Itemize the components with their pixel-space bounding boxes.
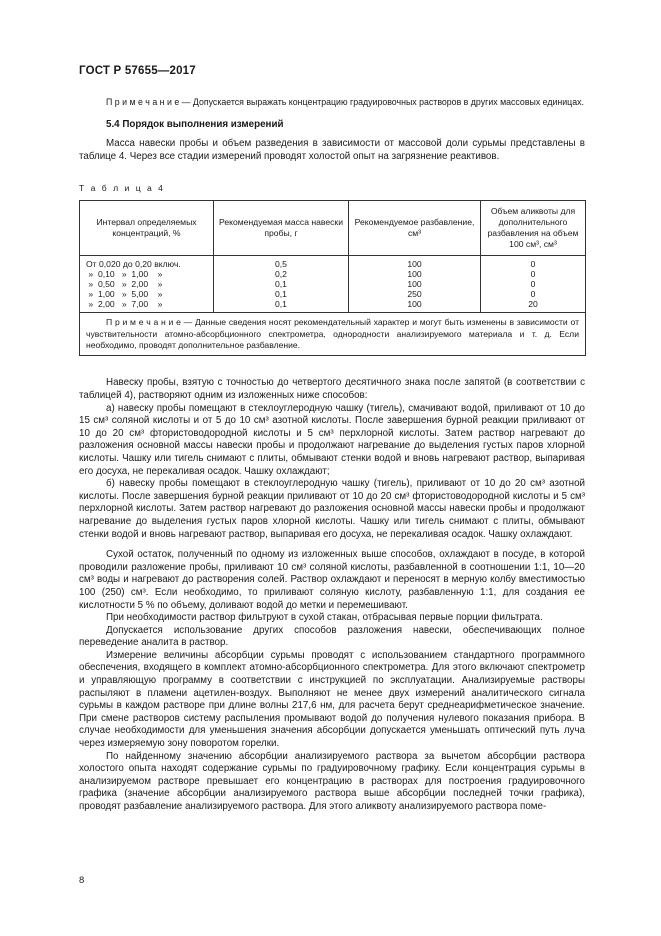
table-row	[80, 269, 586, 279]
cell-interval: » 0,10 » 1,00 »	[80, 269, 214, 279]
table-row	[80, 299, 586, 313]
page-content	[79, 92, 585, 814]
cell-aliquot: 20	[481, 299, 586, 313]
cell-interval: От 0,020 до 0,20 включ.	[80, 256, 214, 270]
table-row	[80, 289, 586, 299]
cell-dilution: 100	[349, 269, 481, 279]
cell-aliquot: 0	[481, 279, 586, 289]
body-text	[79, 377, 585, 813]
cell-mass: 0,1	[214, 279, 349, 289]
table-caption: Т а б л и ц а 4	[79, 183, 165, 194]
cell-interval: » 2,00 » 7,00 »	[80, 299, 214, 313]
header-concentration-interval: Интервал определяемых концентраций, %	[80, 201, 214, 256]
header-dilution: Рекомендуемое разбавление, см³	[349, 201, 481, 256]
note-text: — Допускается выражать концентрацию градуировочных растворов в других массовых единицах.	[179, 97, 584, 107]
paragraph-measurement: Измерение величины абсорбции сурьмы проводят с использованием стандартного программного обеспечения, входящего в комплект атомно-абсорбционного спектрометра. Для этого включают спектрометр и управляющую программу в соответствии с инструкцией по эксплуатации. Анализируемые растворы распыляют в пламени ацетилен-воздух. Выполняют не менее двух измерений аналитического сигнала сурьмы в каждом растворе при длине волны 217,6 нм, для расчета берут среднеарифметическое значение. При смене растворов систему распыления промывают водой до получения нулевого показания прибора. В случае необходимости для уменьшения значения абсорбции допускается уменьшать оптический путь луча через измеряемую зону поворотом горелки.	[79, 649, 585, 750]
cell-dilution: 100	[349, 279, 481, 289]
paragraph-filtering: При необходимости раствор фильтруют в сухой стакан, отбрасывая первые порции фильтрата.	[106, 612, 543, 624]
cell-mass: 0,1	[214, 299, 349, 313]
paragraph-dissolution-intro: Навеску пробы, взятую с точностью до четвертого десятичного знака после запятой (в соответствии с таблицей 4), растворяют одним из изложенных ниже способов:	[79, 377, 585, 401]
table-header-row	[80, 201, 586, 256]
cell-mass: 0,5	[214, 256, 349, 270]
paragraph-other-methods: Допускается использование других способов разложения навески, обеспечивающих полное переведение аналита в раствор.	[79, 624, 585, 649]
table-note-text: — Данные сведения носят рекомендательный характер и могут быть изменены в зависимости от чувствительности атомно-абсорбционного спектрометра, однородности анализируемого материала и т. д. Если необходимо, проводят дополнительное разбавление.	[86, 317, 580, 350]
table-note-row	[80, 313, 586, 356]
cell-aliquot: 0	[481, 256, 586, 270]
note-top	[79, 96, 585, 108]
table-row	[80, 279, 586, 289]
cell-dilution: 100	[349, 299, 481, 313]
table-note-label: П р и м е ч а н и е	[106, 317, 181, 328]
page-number: 8	[79, 875, 85, 886]
cell-interval: » 0,50 » 2,00 »	[80, 279, 214, 289]
cell-aliquot: 0	[481, 289, 586, 299]
table-row	[80, 256, 586, 270]
intro-paragraph: Масса навески пробы и объем разведения в зависимости от массовой доли сурьмы представлены в таблице 4. Через все стадии измерений проводят холостой опыт на загрязнение реактивов.	[79, 138, 585, 162]
cell-aliquot: 0	[481, 269, 586, 279]
cell-dilution: 250	[349, 289, 481, 299]
note-label: П р и м е ч а н и е	[106, 97, 180, 107]
paragraph-dry-residue: Сухой остаток, полученный по одному из изложенных выше способов, охлаждают в посуде, в которой проводили разложение пробы, приливают 10 см³ соляной кислоты, разбавленной в соотношении 1:1, 10—20 см³ воды и нагревают до растворения солей. Раствор охлаждают и переносят в мерную колбу вместимостью 100 (250) см³. Если необходимо, то приливают соляную кислоту, разбавленную 1:1, для создания ее кислотности 5 % по объему, доливают водой до метки и перемешивают.	[79, 549, 585, 611]
header-aliquot-volume: Объем аликвоты для дополнительного разбавления на объем 100 см³, см³	[481, 201, 586, 256]
section-title: 5.4 Порядок выполнения измерений	[106, 119, 284, 130]
header-sample-mass: Рекомендуемая масса навески пробы, г	[214, 201, 349, 256]
document-code: ГОСТ Р 57655—2017	[79, 65, 196, 77]
paragraph-method-b: б) навеску пробы помещают в стеклоуглеродную чашку (тигель), приливают от 10 до 20 см³ азотной кислоты. После завершения бурной реакции приливают от 10 до 20 см³ фтористоводородной кислоты и 5 см³ перхлорной кислоты. Затем раствор нагревают до разложения основной массы навески пробы и продолжают нагревание до выделения густых паров хлорной кислоты. Чашку или тигель снимают с плиты, обмывают стенки водой и вновь нагревают раствор, выпаривая его досуха, не перекаливая осадок. Чашку охлаждают.	[79, 478, 585, 540]
cell-interval: » 1,00 » 5,00 »	[80, 289, 214, 299]
paragraph-calibration: По найденному значению абсорбции анализируемого раствора за вычетом абсорбции раствора холостого опыта находят содержание сурьмы по градуировочному графику. Если концентрация сурьмы в анализируемом растворе превышает его концентрацию в растворах для построения градуировочного графика (значение абсорбции анализируемого раствора выше абсорбции последней точки графика), проводят разбавление анализируемого раствора. Для этого аликвоту анализируемого раствора поме-	[79, 750, 585, 812]
paragraph-method-a: а) навеску пробы помещают в стеклоуглеродную чашку (тигель), смачивают водой, приливают от 10 до 15 см³ соляной кислоты и от 5 до 10 см³ азотной кислоты. После завершения бурной реакции приливают от 10 до 20 см³ фтористоводородной кислоты и 5 см³ перхлорной кислоты. Затем раствор нагревают до разложения основной массы навески пробы и продолжают нагревание до выделения густых паров хлорной кислоты. Чашку или тигель снимают с плиты, обмывают стенки водой и вновь нагревают раствор, выпаривая его досуха, не перекаливая осадок. Чашку охлаждают;	[79, 402, 585, 477]
cell-mass: 0,2	[214, 269, 349, 279]
table-note	[80, 313, 586, 356]
cell-mass: 0,1	[214, 289, 349, 299]
table-4	[79, 200, 586, 356]
cell-dilution: 100	[349, 256, 481, 270]
